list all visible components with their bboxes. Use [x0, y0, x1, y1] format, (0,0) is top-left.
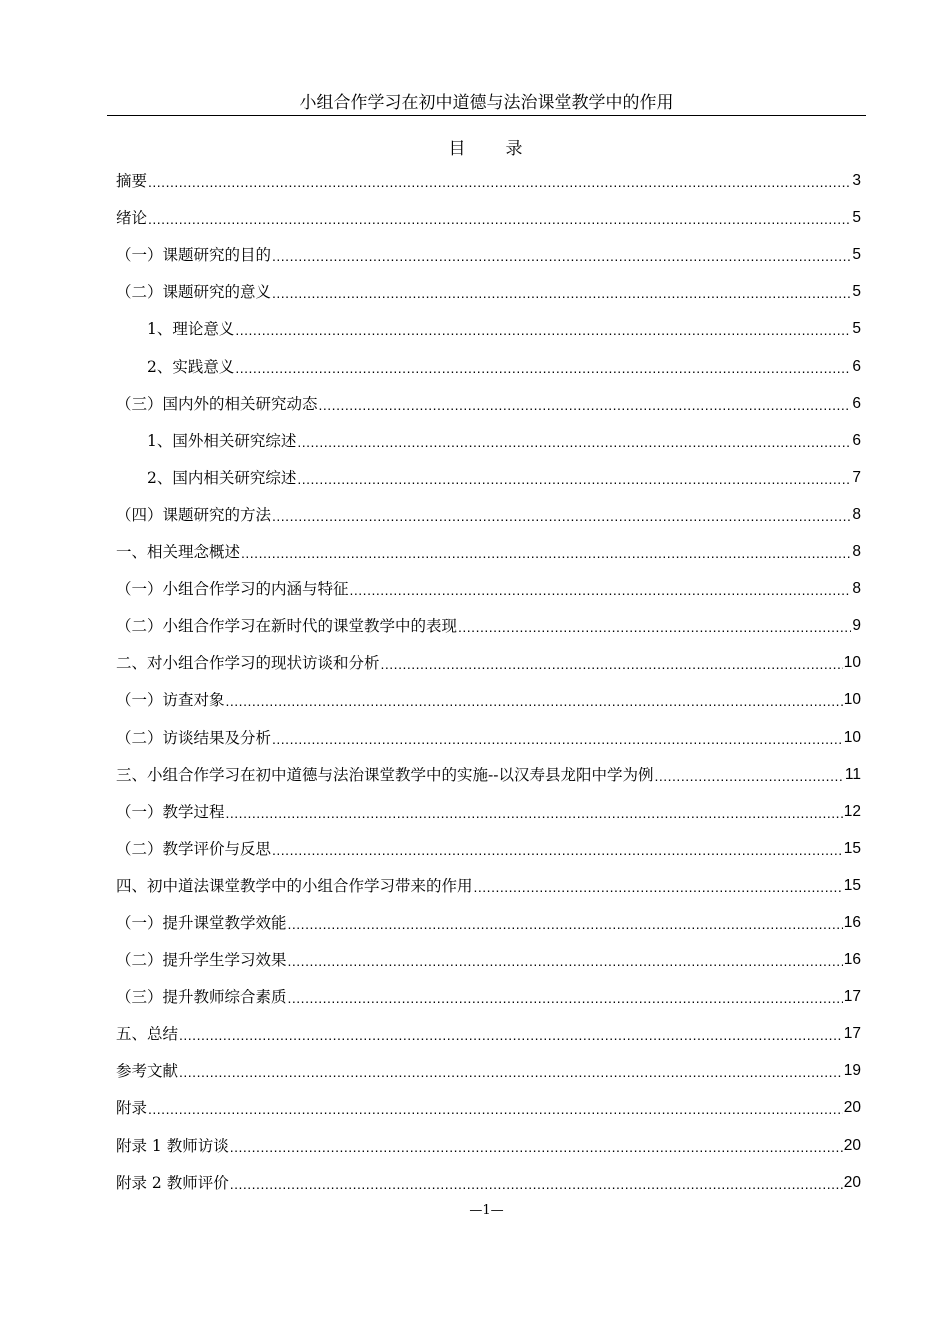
- toc-entry[interactable]: [116, 197, 861, 234]
- toc-entry[interactable]: [116, 494, 861, 531]
- table-of-contents: [116, 160, 861, 1199]
- dot-leader: [230, 1138, 843, 1156]
- toc-heading: 目 录: [448, 139, 525, 159]
- toc-entry[interactable]: [116, 531, 861, 568]
- toc-entry-label: 附录: [116, 1099, 148, 1118]
- page-number: —1—: [469, 1203, 504, 1218]
- toc-entry-label: （三）国内外的相关研究动态: [116, 394, 318, 413]
- toc-entry-label: （二）小组合作学习在新时代的课堂教学中的表现: [116, 617, 458, 636]
- toc-entry-label: （三）提升教师综合素质: [116, 988, 287, 1007]
- dot-leader: [297, 433, 851, 451]
- toc-entry[interactable]: [116, 1013, 861, 1050]
- toc-entry-label: 1、国外相关研究综述: [147, 431, 297, 450]
- toc-entry-label: 参考文献: [116, 1062, 179, 1081]
- toc-entry-label: 五、总结: [116, 1025, 179, 1044]
- toc-entry-label: （一）教学过程: [116, 802, 225, 821]
- toc-entry[interactable]: [116, 308, 861, 345]
- toc-entry-page: 9: [852, 617, 861, 635]
- toc-entry-label: （二）访谈结果及分析: [116, 728, 272, 747]
- dot-leader: [226, 804, 843, 822]
- toc-entry-page: 7: [852, 468, 861, 486]
- dot-leader: [148, 173, 851, 191]
- toc-entry-page: 12: [843, 802, 861, 820]
- toc-entry-page: 8: [852, 580, 861, 598]
- toc-entry-page: 20: [843, 1136, 861, 1154]
- toc-entry-page: 10: [843, 691, 861, 709]
- dot-leader: [319, 396, 852, 414]
- toc-entry-page: 17: [843, 988, 861, 1006]
- dot-leader: [288, 952, 843, 970]
- toc-entry-label: （一）提升课堂教学效能: [116, 913, 287, 932]
- toc-entry-label: （二）提升学生学习效果: [116, 951, 287, 970]
- dot-leader: [272, 730, 843, 748]
- toc-entry-page: 6: [852, 357, 861, 375]
- toc-entry-page: 5: [852, 246, 861, 264]
- toc-entry-label: 附录 1 教师访谈: [116, 1136, 229, 1155]
- toc-entry-page: 20: [843, 1099, 861, 1117]
- dot-leader: [235, 359, 851, 377]
- toc-entry-page: 10: [843, 654, 861, 672]
- toc-entry-page: 15: [843, 876, 861, 894]
- toc-entry-page: 3: [852, 172, 861, 190]
- toc-entry[interactable]: [116, 1162, 861, 1199]
- toc-entry[interactable]: [116, 939, 861, 976]
- toc-entry[interactable]: [116, 1124, 861, 1161]
- toc-entry[interactable]: [116, 271, 861, 308]
- toc-entry[interactable]: [116, 902, 861, 939]
- toc-entry-label: 2、国内相关研究综述: [147, 468, 297, 487]
- dot-leader: [272, 247, 851, 265]
- toc-entry-label: （一）课题研究的目的: [116, 246, 272, 265]
- dot-leader: [288, 989, 843, 1007]
- toc-entry-label: 二、对小组合作学习的现状访谈和分析: [116, 654, 380, 673]
- running-header-title: 小组合作学习在初中道德与法治课堂教学中的作用: [299, 93, 674, 113]
- toc-entry[interactable]: [116, 976, 861, 1013]
- toc-entry-page: 5: [852, 283, 861, 301]
- dot-leader: [654, 767, 843, 785]
- toc-entry-label: 一、相关理念概述: [116, 543, 241, 562]
- dot-leader: [288, 915, 843, 933]
- toc-entry[interactable]: [116, 642, 861, 679]
- toc-entry[interactable]: [116, 679, 861, 716]
- dot-leader: [458, 618, 851, 636]
- toc-entry-page: 11: [844, 765, 861, 783]
- toc-entry[interactable]: [116, 420, 861, 457]
- toc-entry-label: （四）课题研究的方法: [116, 505, 272, 524]
- toc-entry-page: 5: [852, 209, 861, 227]
- header-divider: [107, 115, 866, 116]
- toc-entry-page: 16: [843, 951, 861, 969]
- toc-entry[interactable]: [116, 716, 861, 753]
- dot-leader: [272, 284, 851, 302]
- toc-entry-page: 19: [843, 1062, 861, 1080]
- toc-entry-label: （二）教学评价与反思: [116, 839, 272, 858]
- dot-leader: [226, 692, 843, 710]
- toc-entry-label: 附录 2 教师评价: [116, 1173, 229, 1192]
- toc-entry[interactable]: [116, 1087, 861, 1124]
- toc-entry[interactable]: [116, 828, 861, 865]
- toc-entry-page: 6: [852, 394, 861, 412]
- toc-entry-page: 17: [843, 1025, 861, 1043]
- toc-entry-label: 三、小组合作学习在初中道德与法治课堂教学中的实施--以汉寿县龙阳中学为例: [116, 765, 654, 784]
- toc-entry-label: （一）小组合作学习的内涵与特征: [116, 580, 349, 599]
- dot-leader: [230, 1175, 843, 1193]
- dot-leader: [381, 655, 843, 673]
- toc-entry-page: 8: [852, 505, 861, 523]
- dot-leader: [241, 544, 851, 562]
- dot-leader: [272, 507, 851, 525]
- toc-entry-label: 1、理论意义: [147, 320, 235, 339]
- dot-leader: [474, 878, 843, 896]
- toc-entry-label: （一）访查对象: [116, 691, 225, 710]
- toc-entry-label: 2、实践意义: [147, 357, 235, 376]
- toc-entry[interactable]: [116, 345, 861, 382]
- toc-entry[interactable]: [116, 754, 861, 791]
- dot-leader: [148, 1100, 843, 1118]
- toc-entry-label: 四、初中道法课堂教学中的小组合作学习带来的作用: [116, 876, 473, 895]
- dot-leader: [272, 841, 843, 859]
- toc-entry[interactable]: [116, 457, 861, 494]
- toc-entry-page: 8: [852, 543, 861, 561]
- toc-entry-label: 绪论: [116, 209, 148, 228]
- toc-entry-page: 5: [852, 320, 861, 338]
- toc-entry[interactable]: [116, 791, 861, 828]
- dot-leader: [235, 321, 851, 339]
- dot-leader: [148, 210, 851, 228]
- toc-entry-page: 20: [843, 1173, 861, 1191]
- toc-entry[interactable]: [116, 160, 861, 197]
- toc-entry-label: （二）课题研究的意义: [116, 283, 272, 302]
- dot-leader: [179, 1063, 843, 1081]
- dot-leader: [350, 581, 852, 599]
- dot-leader: [179, 1026, 843, 1044]
- toc-entry[interactable]: [116, 605, 861, 642]
- dot-leader: [297, 470, 851, 488]
- toc-entry[interactable]: [116, 568, 861, 605]
- toc-entry[interactable]: [116, 865, 861, 902]
- toc-entry[interactable]: [116, 234, 861, 271]
- toc-entry[interactable]: [116, 1050, 861, 1087]
- toc-entry-page: 6: [852, 431, 861, 449]
- toc-entry-page: 10: [843, 728, 861, 746]
- toc-entry-label: 摘要: [116, 172, 148, 191]
- toc-entry-page: 15: [843, 839, 861, 857]
- toc-entry[interactable]: [116, 383, 861, 420]
- toc-entry-page: 16: [843, 913, 861, 931]
